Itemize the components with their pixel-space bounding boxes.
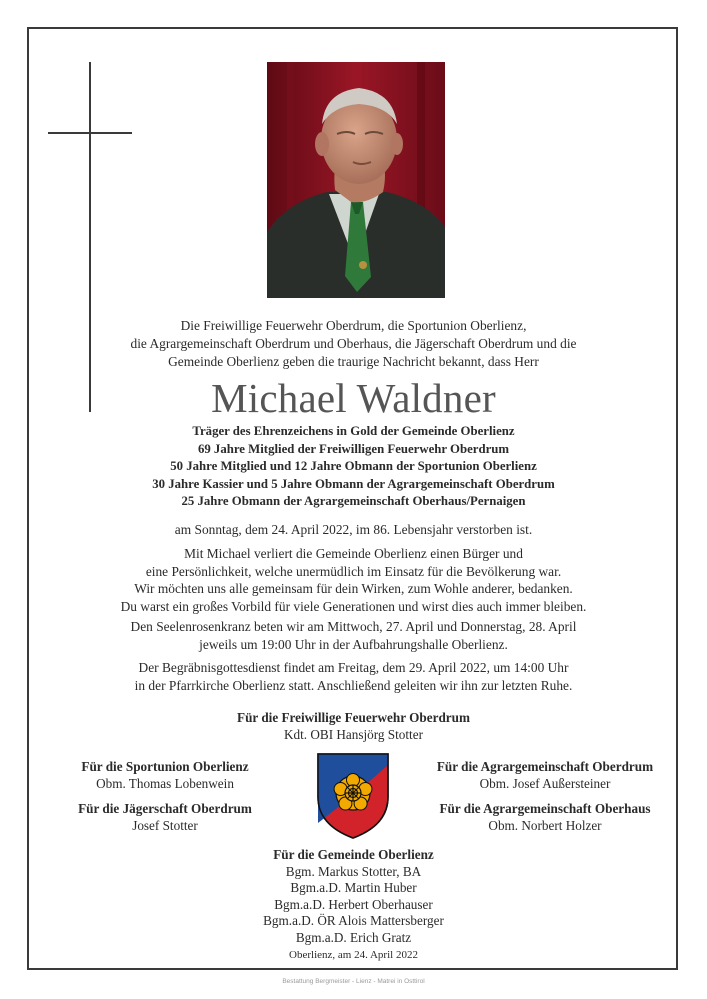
signatory-heading: Für die Jägerschaft Oberdrum xyxy=(78,801,252,816)
signatory-name: Bgm.a.D. Erich Gratz xyxy=(295,929,412,945)
tribute-line: Du warst ein großes Vorbild für viele Generationen und wirst dies auch immer bleiben. xyxy=(120,598,587,614)
signatory-name: Kdt. OBI Hansjörg Stotter xyxy=(284,726,423,742)
signatory-name: Obm. Norbert Holzer xyxy=(488,817,602,833)
signatory-name: Bgm.a.D. ÖR Alois Mattersberger xyxy=(263,913,444,928)
signatory-name: Bgm. Markus Stotter, BA xyxy=(285,863,422,879)
signatory-gemeinde xyxy=(60,847,647,946)
honors-list xyxy=(60,423,647,511)
rosary-paragraph xyxy=(60,618,647,653)
signatory-agrar-oberhaus xyxy=(415,801,675,834)
signatory-name: Obm. Josef Außersteiner xyxy=(479,775,611,791)
intro-line: Die Freiwillige Feuerwehr Oberdrum, die Sportunion Oberlienz, xyxy=(180,318,527,333)
signatory-agrar-oberdrum xyxy=(415,759,675,792)
funeral-line: Der Begräbnisgottesdienst findet am Freitag, dem 29. April 2022, um 14:00 Uhr xyxy=(138,660,569,675)
intro-line: die Agrargemeinschaft Oberdrum und Oberhaus, die Jägerschaft Oberdrum und die xyxy=(130,336,577,351)
intro-text xyxy=(60,317,647,371)
signatory-heading: Für die Agrargemeinschaft Oberhaus xyxy=(439,801,651,816)
honor-line: 50 Jahre Mitglied und 12 Jahre Obmann der Sportunion Oberlienz xyxy=(170,459,537,473)
signatory-jaegerschaft xyxy=(35,801,295,834)
honor-line: 25 Jahre Obmann der Agrargemeinschaft Oberhaus/Pernaigen xyxy=(181,494,526,508)
honor-line: 69 Jahre Mitglied der Freiwilligen Feuerwehr Oberdrum xyxy=(197,441,510,456)
signatory-heading: Für die Freiwillige Feuerwehr Oberdrum xyxy=(237,710,470,725)
signatory-name: Josef Stotter xyxy=(132,817,198,833)
signatory-name: Obm. Thomas Lobenwein xyxy=(96,775,234,791)
cross-icon-horizontal xyxy=(48,132,132,134)
signatory-feuerwehr xyxy=(60,710,647,743)
funeral-paragraph xyxy=(60,659,647,694)
death-announcement xyxy=(60,521,647,539)
signatory-name: Bgm.a.D. Herbert Oberhauser xyxy=(274,896,433,912)
death-line: am Sonntag, dem 24. April 2022, im 86. Lebensjahr verstorben ist. xyxy=(174,522,533,537)
dateline: Oberlienz, am 24. April 2022 xyxy=(289,949,418,961)
rosary-line: Den Seelenrosenkranz beten wir am Mittwoch, 27. April und Donnerstag, 28. April xyxy=(130,619,577,634)
funeral-line: in der Pfarrkirche Oberlienz statt. Anschließend geleiten wir ihn zur letzten Ruhe. xyxy=(134,677,573,693)
signatory-sportunion xyxy=(35,759,295,792)
tribute-paragraph xyxy=(60,545,647,615)
footer-credit: Bestattung Bergmeister - Lienz - Matrei in Osttirol xyxy=(282,978,425,985)
tribute-line: eine Persönlichkeit, welche unermüdlich im Einsatz für die Bevölkerung war. xyxy=(145,563,562,579)
signatory-heading: Für die Agrargemeinschaft Oberdrum xyxy=(436,759,654,774)
rosary-line: jeweils um 19:00 Uhr in der Aufbahrungshalle Oberlienz. xyxy=(199,636,508,652)
portrait-photo xyxy=(267,62,445,298)
signatory-heading: Für die Sportunion Oberlienz xyxy=(81,759,249,774)
honor-line: Träger des Ehrenzeichens in Gold der Gemeinde Oberlienz xyxy=(192,424,515,438)
signatory-heading: Für die Gemeinde Oberlienz xyxy=(273,847,434,862)
tribute-line: Mit Michael verliert die Gemeinde Oberlienz einen Bürger und xyxy=(184,546,523,561)
signatory-name: Bgm.a.D. Martin Huber xyxy=(290,880,417,895)
intro-line: Gemeinde Oberlienz geben die traurige Nachricht bekannt, dass Herr xyxy=(168,354,539,369)
coat-of-arms-icon xyxy=(317,753,389,839)
tribute-line: Wir möchten uns alle gemeinsam für dein Wirken, zum Wohle anderer, bedanken. xyxy=(134,581,573,596)
deceased-name: Michael Waldner xyxy=(211,375,496,421)
honor-line: 30 Jahre Kassier und 5 Jahre Obmann der Agrargemeinschaft Oberdrum xyxy=(152,476,555,491)
